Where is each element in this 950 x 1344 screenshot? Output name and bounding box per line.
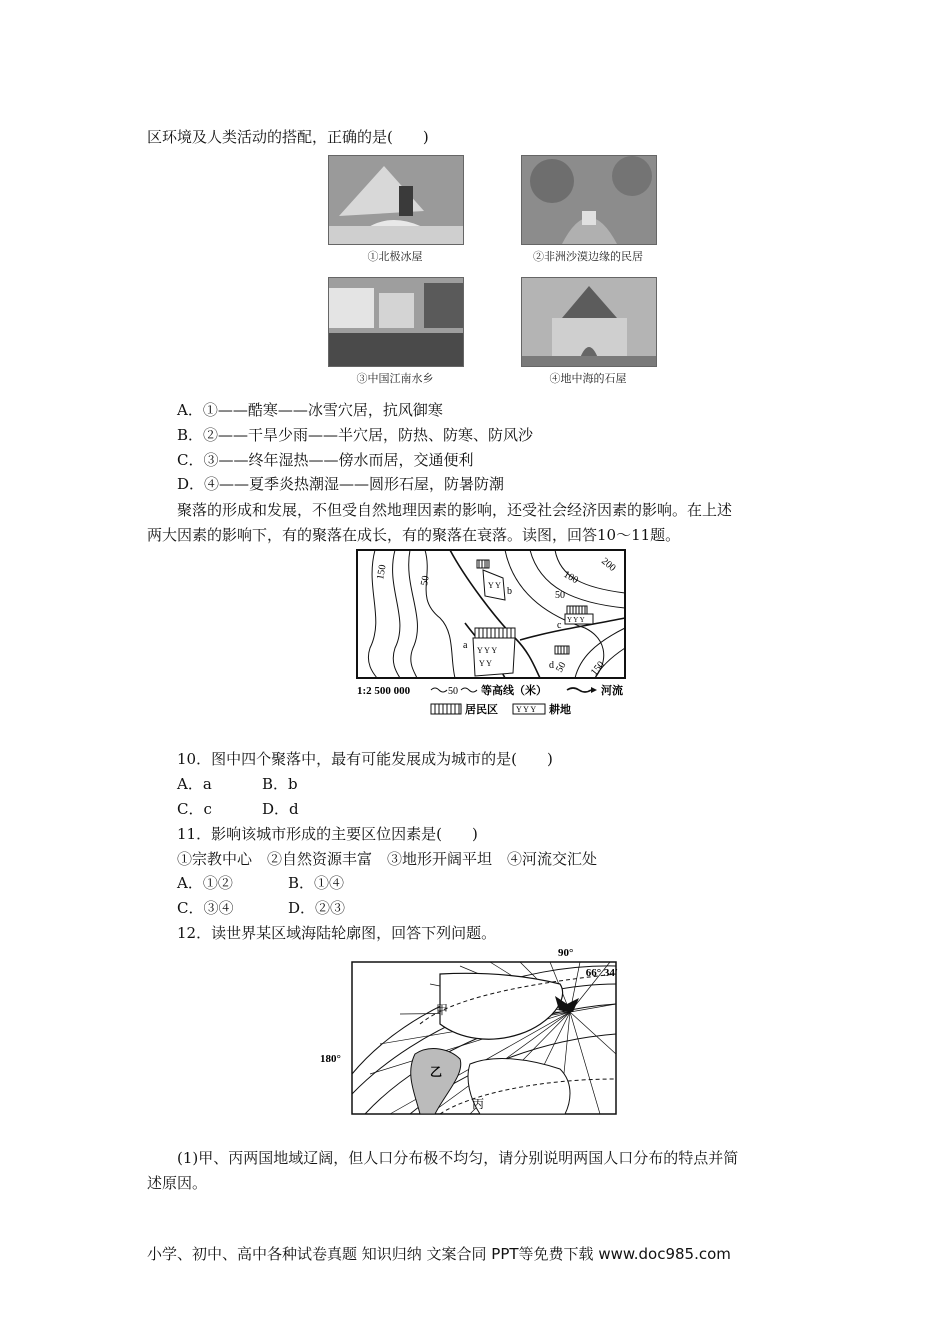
q12-sub1-line-1: (1)甲、丙两国地域辽阔，但人口分布极不均匀，请分别说明两国人口分布的特点并简	[177, 1149, 739, 1167]
map-label-d: d	[549, 660, 554, 671]
q10-option-b: B．b	[262, 775, 298, 793]
desert-dwelling-photo	[521, 155, 657, 245]
q9-option-b: B．②——干旱少雨——半穴居，防热、防寒、防风沙	[177, 426, 534, 444]
intro-line-1: 聚落的形成和发展，不但受自然地理因素的影响，还受社会经济因素的影响。在上述	[177, 501, 733, 519]
map-label-180: 180°	[320, 1053, 341, 1065]
q10-stem: 10．图中四个聚落中，最有可能发展成为城市的是( )	[177, 750, 553, 768]
q11-option-a: A．①②	[177, 874, 233, 892]
map-label-jia: 甲	[436, 1003, 449, 1017]
map-label-bing: 丙	[472, 1097, 485, 1111]
stone-house-photo	[521, 277, 657, 367]
q11-option-b: B．①④	[288, 874, 345, 892]
legend-farmland: 耕地	[549, 704, 571, 716]
legend-contour: 等高线（米）	[481, 685, 547, 697]
svg-text:Y Y Y: Y Y Y	[477, 646, 498, 655]
q11-stem: 11．影响该城市形成的主要区位因素是( )	[177, 825, 478, 843]
legend-river: 河流	[601, 685, 623, 697]
photo-caption-1: ①北极冰屋	[367, 250, 423, 263]
map-label-50c: 50	[554, 660, 569, 675]
photo-caption-3: ③中国江南水乡	[356, 372, 434, 385]
page-footer: 小学、初中、高中各种试卷真题 知识归纳 文案合同 PPT等免费下载 www.doc985.com	[147, 1245, 731, 1263]
legend-residential: 居民区	[465, 704, 498, 716]
svg-text:Y Y: Y Y	[488, 581, 501, 590]
map-label-6634: 66° 34′	[585, 967, 618, 979]
q9-stem: 区环境及人类活动的搭配，正确的是( )	[147, 128, 429, 146]
map-label-a: a	[463, 640, 468, 651]
map-label-90: 90°	[558, 947, 574, 959]
q9-option-d: D．④——夏季炎热潮湿——圆形石屋，防暑防潮	[177, 475, 505, 493]
map-label-50b: 50	[555, 590, 565, 601]
map-label-50: 50	[419, 574, 432, 587]
photo-caption-2: ②非洲沙漠边缘的民居	[533, 250, 643, 263]
map-scale: 1:2 500 000	[357, 685, 411, 697]
map-label-150b: 150	[588, 659, 607, 678]
q10-option-a: A．a	[177, 775, 212, 793]
map-label-200: 200	[599, 555, 618, 574]
photo-caption-4: ④地中海的石屋	[549, 372, 627, 385]
map-label-yi: 乙	[430, 1065, 443, 1079]
map-label-150: 150	[375, 563, 389, 581]
q9-option-c: C．③——终年湿热——傍水而居，交通便利	[177, 451, 474, 469]
legend-farmland-symbol: Y Y Y	[516, 705, 537, 714]
q10-option-c: C．c	[177, 800, 212, 818]
water-town-photo	[328, 277, 464, 367]
igloo-photo	[328, 155, 464, 245]
arctic-region-map	[320, 944, 620, 1118]
map-label-100: 100	[561, 569, 580, 587]
q12-sub1-line-2: 述原因。	[147, 1174, 208, 1192]
q11-option-c: C．③④	[177, 899, 234, 917]
q11-factors: ①宗教中心 ②自然资源丰富 ③地形开阔平坦 ④河流交汇处	[177, 850, 598, 868]
map-label-b: b	[507, 586, 512, 597]
map-label-c: c	[557, 620, 562, 631]
contour-map	[355, 548, 635, 723]
svg-text:Y Y: Y Y	[479, 659, 492, 668]
q10-option-d: D．d	[262, 800, 299, 818]
svg-text:Y Y Y: Y Y Y	[567, 616, 585, 624]
legend-contour-sample: 50	[448, 686, 458, 697]
q11-option-d: D．②③	[288, 899, 346, 917]
q9-option-a: A．①——酷寒——冰雪穴居，抗风御寒	[177, 401, 443, 419]
q12-stem: 12．读世界某区域海陆轮廓图，回答下列问题。	[177, 924, 497, 942]
intro-line-2: 两大因素的影响下，有的聚落在成长，有的聚落在衰落。读图，回答10～11题。	[147, 526, 681, 544]
